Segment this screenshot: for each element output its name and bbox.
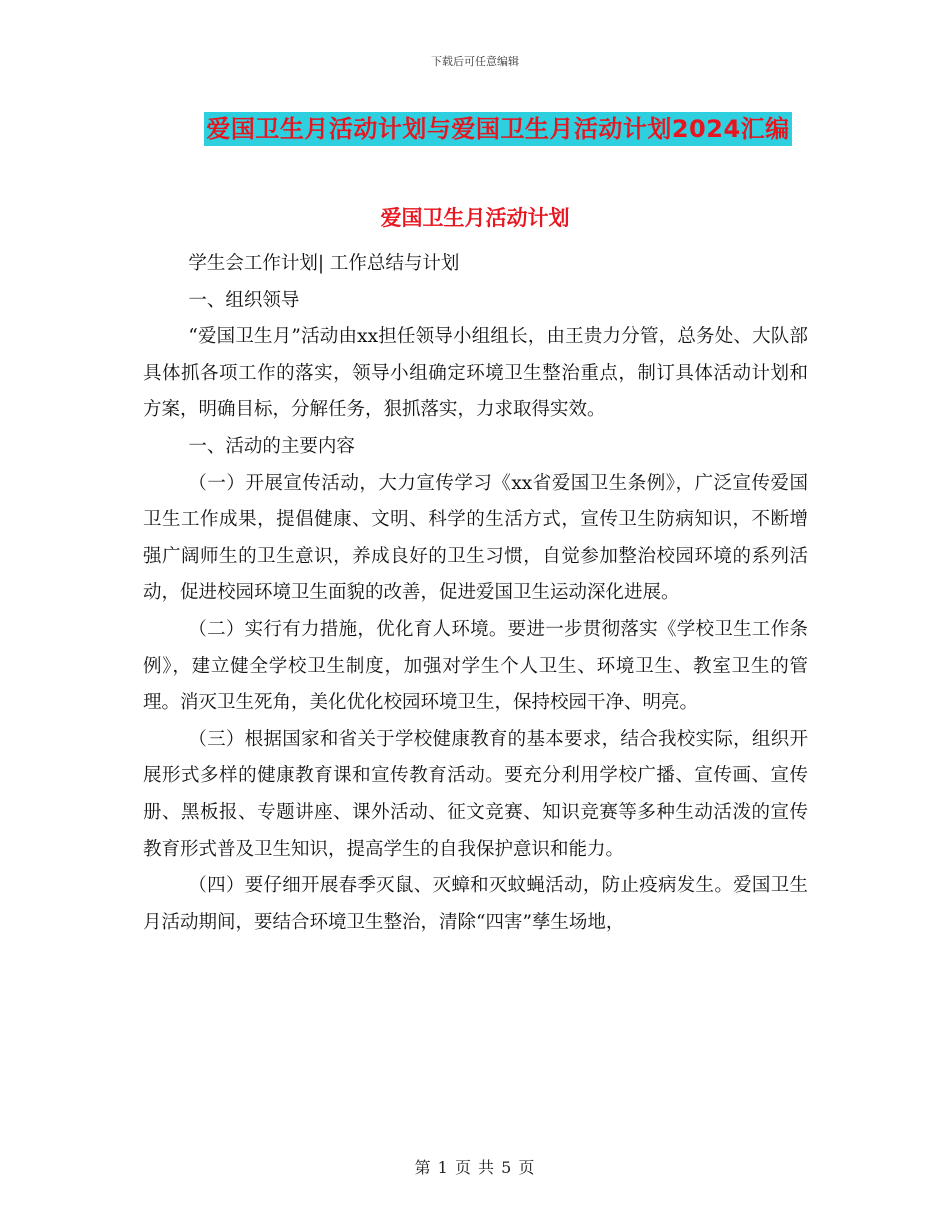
- paragraph: （四）要仔细开展春季灭鼠、灭蟑和灭蚊蝇活动，防止疫病发生。爱国卫生月活动期间，要结合环境卫生整治，清除“四害”孳生场地，: [143, 875, 808, 933]
- paragraph: （一）开展宣传活动，大力宣传学习《xx省爱国卫生条例》，广泛宣传爱国卫生工作成果，提倡健康、文明、科学的生活方式，宣传卫生防病知识，不断增强广阔师生的卫生意识，养成良好的卫生习惯，自觉参加整治校园环境的系列活动，促进校园环境卫生面貌的改善，促进爱国卫生运动深化进展。: [143, 472, 808, 604]
- paragraph: 一、活动的主要内容: [188, 435, 355, 457]
- paragraph: “爱国卫生月”活动由xx担任领导小组组长，由王贵力分管，总务处、大队部具体抓各项工作的落实，领导小组确定环境卫生整治重点，制订具体活动计划和方案，明确目标，分解任务，狠抓落实，力求取得实效。: [143, 326, 808, 421]
- section-title: 爱国卫生月活动计划: [380, 206, 570, 230]
- paragraph: （三）根据国家和省关于学校健康教育的基本要求，结合我校实际，组织开展形式多样的健康教育课和宣传教育活动。要充分利用学校广播、宣传画、宣传册、黑板报、专题讲座、课外活动、征文竞赛、知识竞赛等多种生动活泼的宣传教育形式普及卫生知识，提高学生的自我保护意识和能力。: [143, 728, 808, 860]
- paragraph: （二）实行有力措施，优化育人环境。要进一步贯彻落实《学校卫生工作条例》，建立健全学校卫生制度，加强对学生个人卫生、环境卫生、教室卫生的管理。消灭卫生死角，美化优化校园环境卫生，保持校园干净、明亮。: [143, 618, 808, 714]
- paragraph: 学生会工作计划| 工作总结与计划: [188, 253, 460, 274]
- main-title-container: [0, 112, 950, 146]
- main-title: 爱国卫生月活动计划与爱国卫生月活动计划2024汇编: [204, 112, 791, 146]
- page-number: 第 1 页 共 5 页: [414, 1158, 536, 1177]
- document-body: [143, 246, 808, 941]
- header-note: 下载后可任意编辑: [431, 55, 519, 68]
- paragraph: 一、组织领导: [188, 289, 300, 311]
